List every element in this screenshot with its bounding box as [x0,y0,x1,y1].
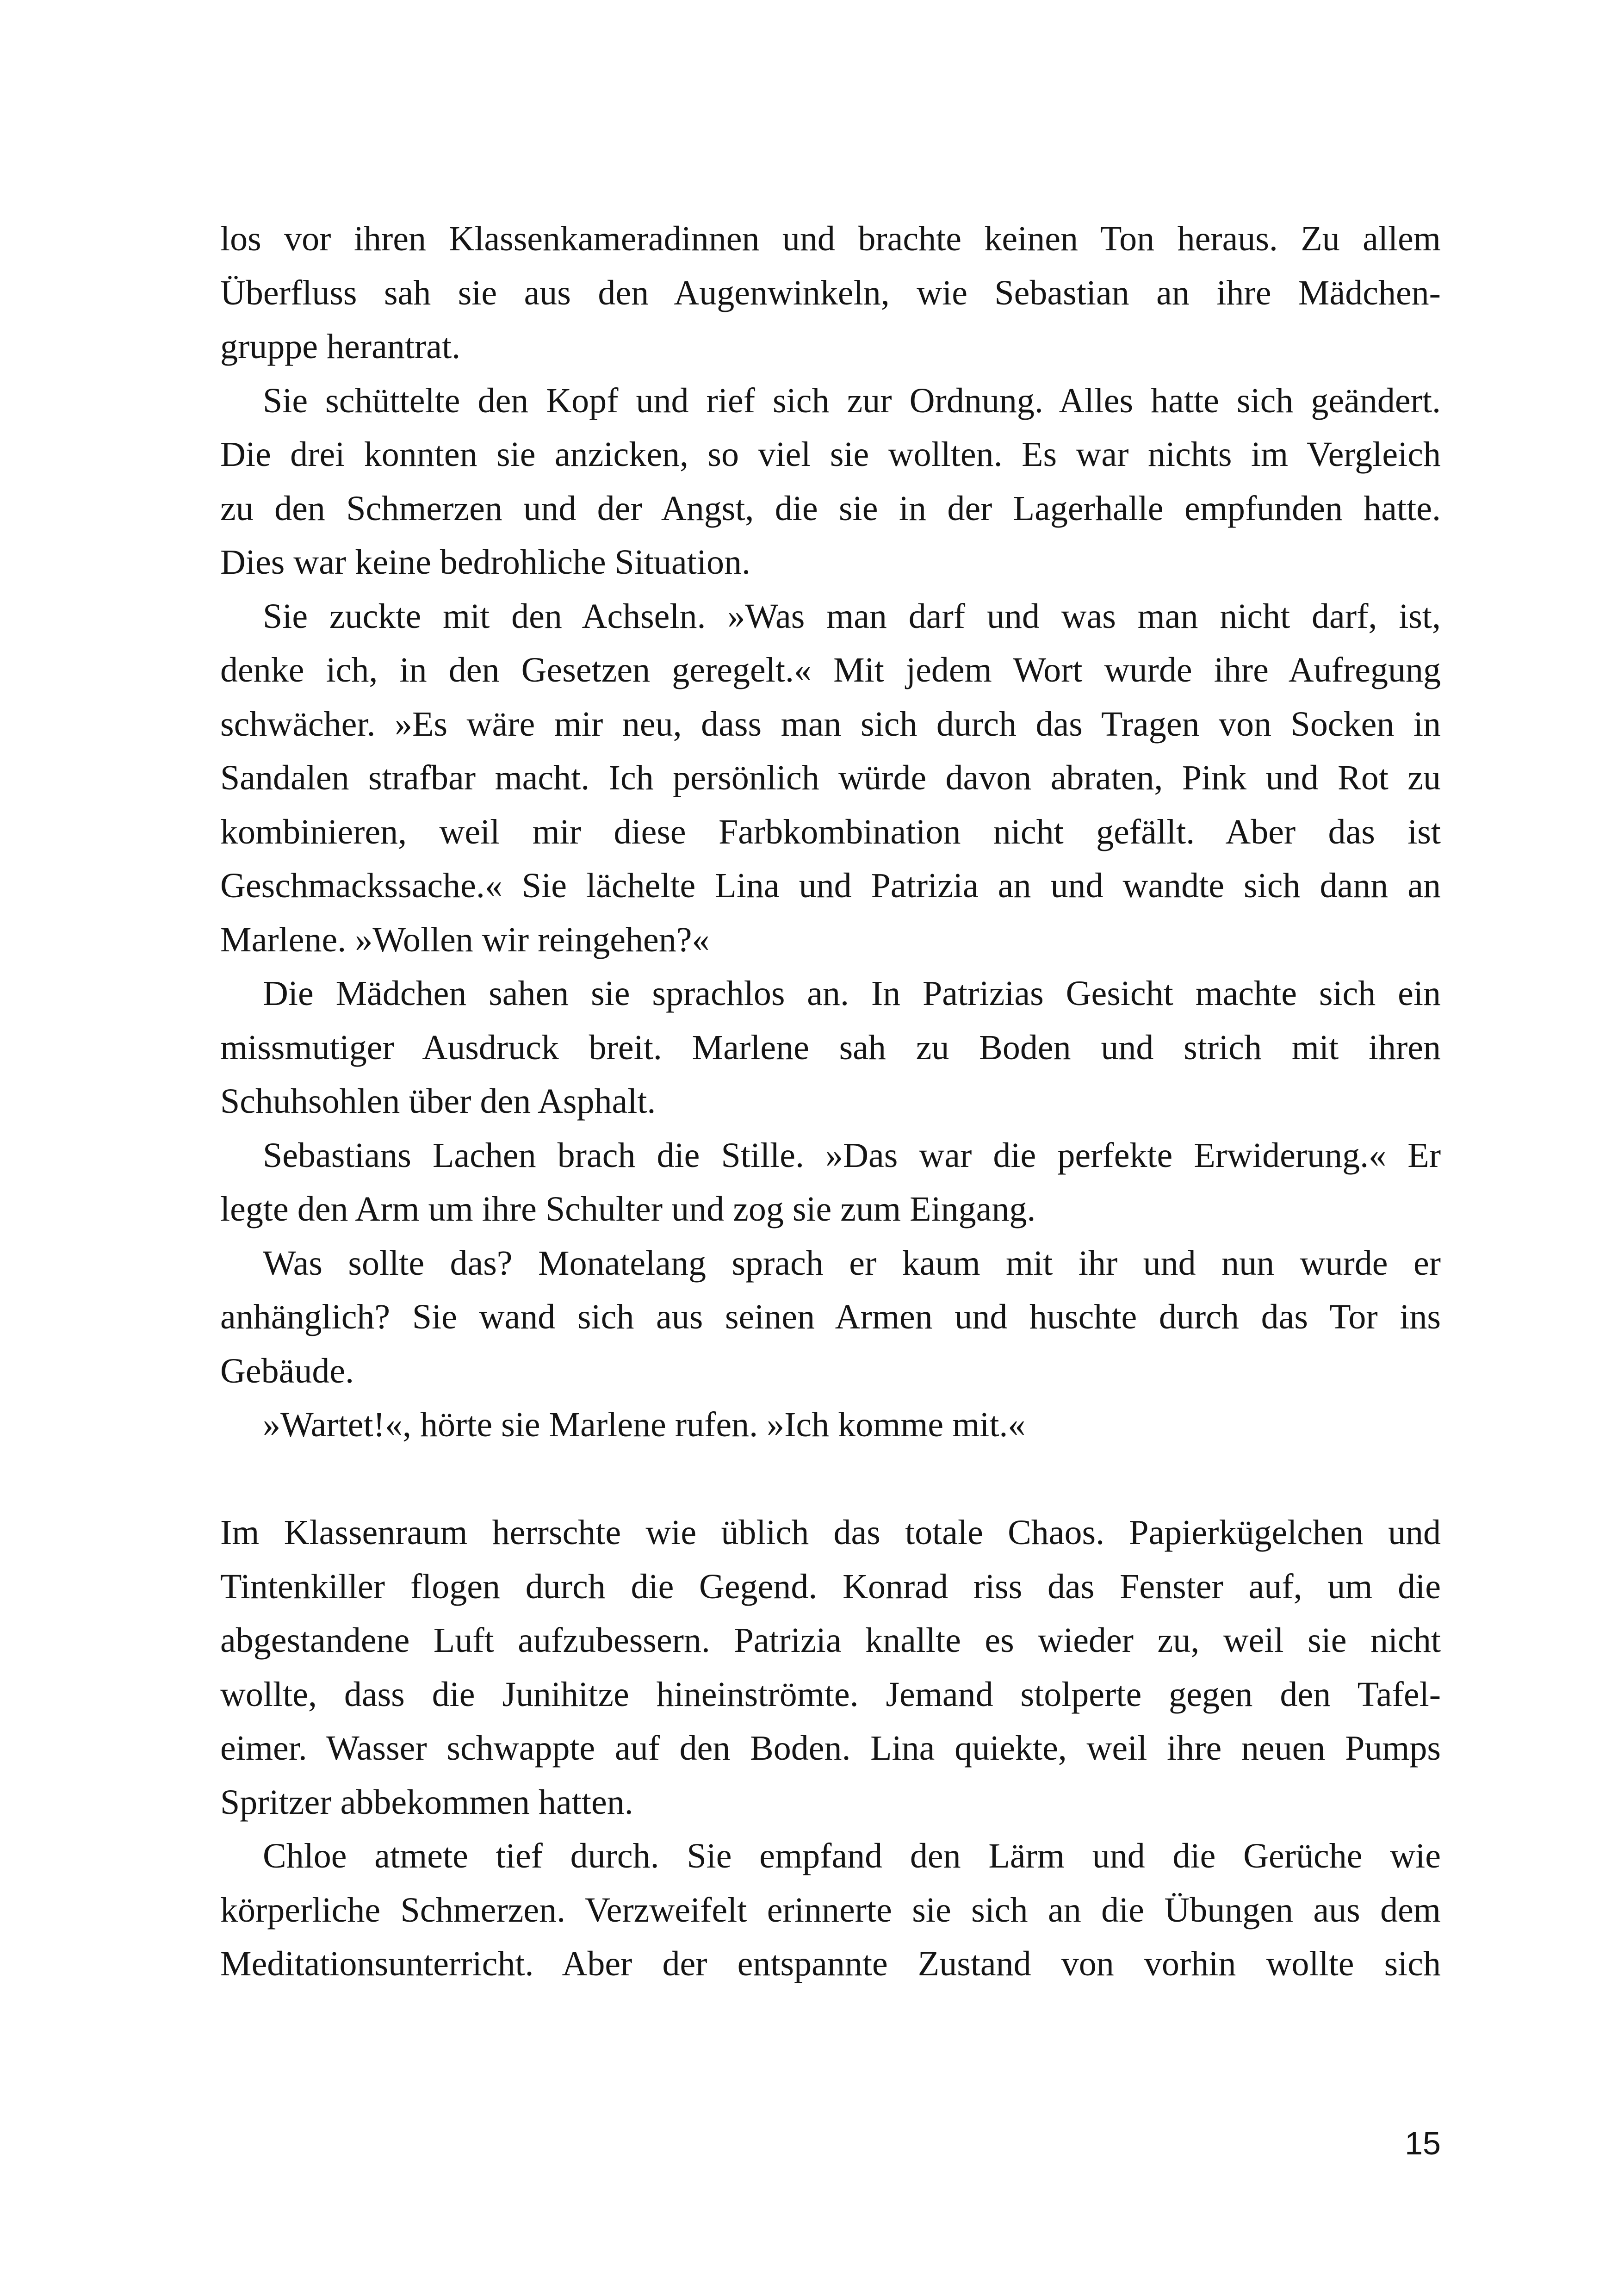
text-line: Spritzer abbekommen hatten. [220,1782,633,1822]
text-line: schwächer. »Es wäre mir neu, dass man sich durch das Tragen von Socken in [220,704,1441,744]
text-line: anhänglich? Sie wand sich aus seinen Armen und huschte durch das Tor ins [220,1297,1441,1336]
text-line: Die drei konnten sie anzicken, so viel sie wollten. Es war nichts im Vergleich [220,435,1441,474]
text-line: Schuhsohlen über den Asphalt. [220,1082,656,1121]
text-line: denke ich, in den Gesetzen geregelt.« Mit jedem Wort wurde ihre Aufregung [220,651,1441,689]
text-line: Sandalen strafbar macht. Ich persönlich würde davon abraten, Pink und Rot zu [220,758,1441,797]
paragraph [220,1829,1441,1991]
text-line: eimer. Wasser schwappte auf den Boden. Lina quiekte, weil ihre neuen Pumps [220,1729,1441,1768]
paragraph [220,1129,1441,1236]
paragraph [220,212,1441,374]
text-line: Sebastians Lachen brach die Stille. »Das war die perfekte Erwiderung.« Er [263,1136,1441,1175]
text-line: Geschmackssache.« Sie lächelte Lina und Patrizia an und wandte sich dann an [220,866,1441,905]
text-line: Meditationsunterricht. Aber der entspannte Zustand von vorhin wollte sich [220,1944,1441,1983]
text-line: missmutiger Ausdruck breit. Marlene sah zu Boden und strich mit ihren [220,1028,1441,1067]
text-line: Die Mädchen sahen sie sprachlos an. In Patrizias Gesicht machte sich ein [263,974,1441,1013]
text-line: Sie schüttelte den Kopf und rief sich zur Ordnung. Alles hatte sich geändert. [263,381,1441,420]
paragraph [220,967,1441,1129]
text-line: wollte, dass die Junihitze hineinströmte. Jemand stolperte gegen den Tafel- [220,1675,1441,1714]
text-line: gruppe herantrat. [220,327,461,366]
paragraph [220,590,1441,967]
text-line: Dies war keine bedrohliche Situation. [220,543,751,582]
text-line: körperliche Schmerzen. Verzweifelt erinnerte sie sich an die Übungen aus dem [220,1890,1441,1930]
paragraph [220,1398,1441,1452]
paragraph [220,1506,1441,1829]
text-line: Chloe atmete tief durch. Sie empfand den Lärm und die Gerüche wie [263,1837,1441,1875]
paragraph [220,1236,1441,1398]
text-column [220,212,1441,1991]
text-line: los vor ihren Klassenkameradinnen und brachte keinen Ton heraus. Zu allem [220,219,1441,258]
text-line: abgestandene Luft aufzubessern. Patrizia knallte es wieder zu, weil sie nicht [220,1621,1441,1660]
text-line: zu den Schmerzen und der Angst, die sie in der Lagerhalle empfunden hatte. [220,489,1441,528]
text-line: kombinieren, weil mir diese Farbkombination nicht gefällt. Aber das ist [220,812,1441,851]
section-break [220,1452,1441,1506]
text-line: Was sollte das? Monatelang sprach er kaum mit ihr und nun wurde er [263,1243,1441,1283]
text-line: Im Klassenraum herrschte wie üblich das totale Chaos. Papierkügelchen und [220,1513,1441,1552]
paragraph [220,374,1441,590]
text-line: Gebäude. [220,1351,354,1390]
text-line: Überfluss sah sie aus den Augenwinkeln, wie Sebastian an ihre Mädchen- [220,273,1441,312]
text-line: Sie zuckte mit den Achseln. »Was man darf und was man nicht darf, ist, [263,596,1441,636]
text-line: legte den Arm um ihre Schulter und zog sie zum Eingang. [220,1190,1036,1229]
text-line: »Wartet!«, hörte sie Marlene rufen. »Ich komme mit.« [263,1405,1026,1444]
page-number: 15 [1405,2125,1441,2161]
text-line: Marlene. »Wollen wir reingehen?« [220,920,710,959]
text-line: Tintenkiller flogen durch die Gegend. Konrad riss das Fenster auf, um die [220,1567,1441,1606]
